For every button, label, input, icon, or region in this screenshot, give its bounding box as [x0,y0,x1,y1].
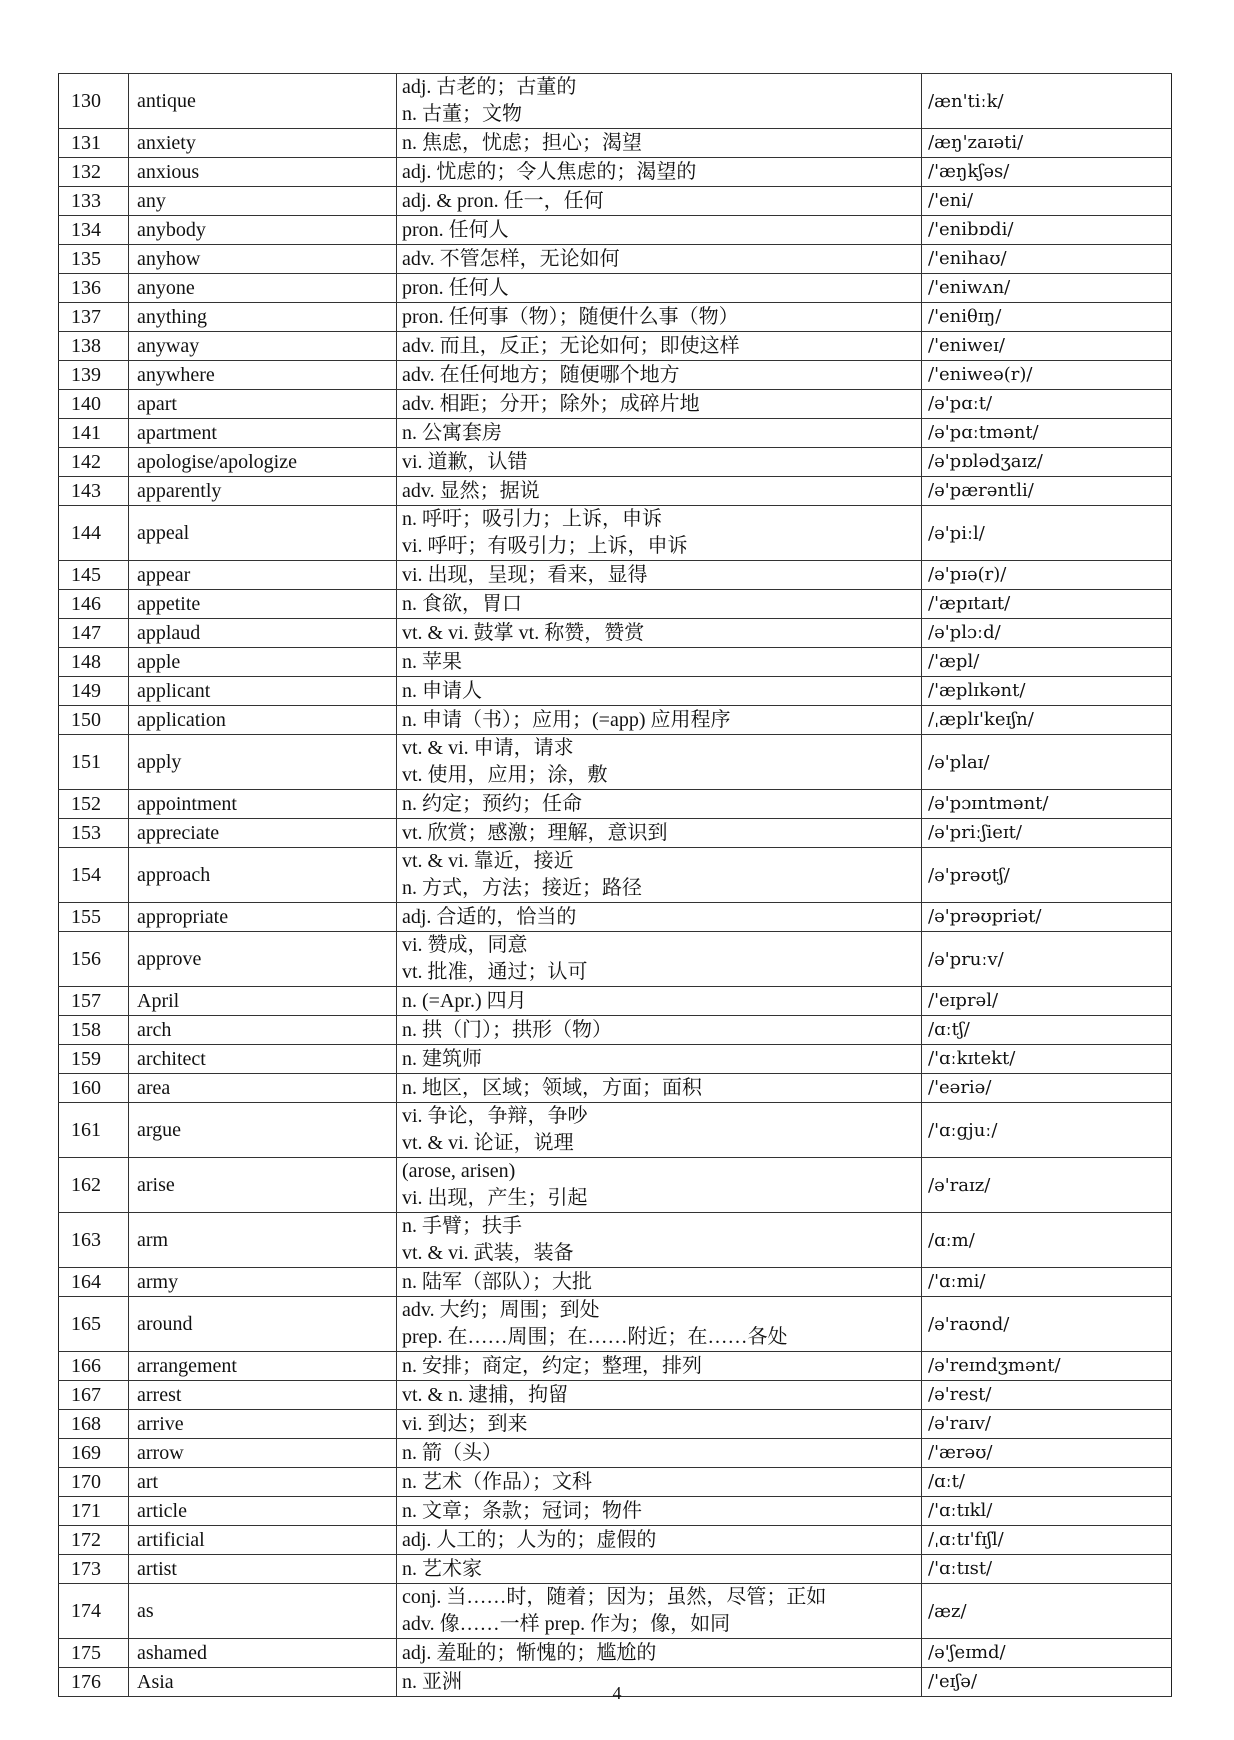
entry-definition [397,677,922,706]
entry-definition [397,216,922,245]
entry-word: arise [129,1158,397,1213]
definition-line: n. 苹果 [402,651,462,673]
entry-phonetic: /ə'pɔɪntmənt/ [922,790,1172,819]
definition-line: n. 陆军（部队）；大批 [402,1271,592,1293]
vocabulary-table [58,73,1172,1697]
entry-definition [397,245,922,274]
entry-phonetic: /'æpɪtaɪt/ [922,590,1172,619]
definition-line: n. 申请（书）；应用；(=app) 应用程序 [402,709,731,731]
entry-word: anywhere [129,361,397,390]
table-row [59,648,1172,677]
entry-phonetic: /'ɑːkɪtekt/ [922,1045,1172,1074]
table-row [59,245,1172,274]
entry-phonetic: /ə'prəʊpriət/ [922,903,1172,932]
entry-word: anybody [129,216,397,245]
entry-phonetic: /'ɑːtɪst/ [922,1555,1172,1584]
entry-definition [397,590,922,619]
entry-phonetic: /'æŋkʃəs/ [922,158,1172,187]
definition-line: vi. 到达；到来 [402,1413,528,1435]
entry-word: approach [129,848,397,903]
entry-definition [397,903,922,932]
entry-number: 148 [59,648,129,677]
entry-definition [397,274,922,303]
entry-word: appropriate [129,903,397,932]
table-row [59,1439,1172,1468]
entry-phonetic: /ə'raʊnd/ [922,1297,1172,1352]
entry-number: 145 [59,561,129,590]
entry-number: 175 [59,1639,129,1668]
entry-phonetic: /æz/ [922,1584,1172,1639]
entry-word: artificial [129,1526,397,1555]
table-row [59,1268,1172,1297]
definition-line: vi. 出现，呈现；看来，显得 [402,564,648,586]
entry-number: 168 [59,1410,129,1439]
definition-line: n. 艺术（作品）；文科 [402,1471,592,1493]
page-number: 4 [612,1683,622,1703]
entry-phonetic: /ə'piːl/ [922,506,1172,561]
entry-number: 133 [59,187,129,216]
entry-definition [397,848,922,903]
entry-phonetic: /ˌæplɪ'keɪʃn/ [922,706,1172,735]
definition-line: vt. 使用，应用；涂，敷 [402,764,608,786]
entry-word: army [129,1268,397,1297]
entry-number: 141 [59,419,129,448]
table-row [59,819,1172,848]
entry-word: arch [129,1016,397,1045]
table-row [59,848,1172,903]
entry-word: article [129,1497,397,1526]
table-row [59,332,1172,361]
entry-phonetic: /æŋ'zaɪəti/ [922,129,1172,158]
entry-phonetic: /ə'pærəntli/ [922,477,1172,506]
vocabulary-rows [59,74,1172,1697]
entry-definition [397,332,922,361]
table-row [59,158,1172,187]
table-row [59,1016,1172,1045]
entry-number: 130 [59,74,129,129]
entry-definition [397,790,922,819]
entry-word: apply [129,735,397,790]
entry-definition [397,1381,922,1410]
entry-phonetic: /'enihaʊ/ [922,245,1172,274]
entry-word: arrangement [129,1352,397,1381]
entry-definition [397,390,922,419]
definition-line: vi. 出现，产生；引起 [402,1187,588,1209]
definition-line: vi. 呼吁；有吸引力；上诉，申诉 [402,535,688,557]
entry-word: appreciate [129,819,397,848]
table-row [59,1103,1172,1158]
entry-number: 143 [59,477,129,506]
definition-line: adv. 大约；周围；到处 [402,1299,600,1321]
definition-line: adj. 人工的；人为的；虚假的 [402,1529,657,1551]
entry-word: anyone [129,274,397,303]
table-row [59,677,1172,706]
entry-phonetic: /ə'raɪz/ [922,1158,1172,1213]
entry-number: 157 [59,987,129,1016]
table-row [59,303,1172,332]
definition-line: vt. & vi. 武装，装备 [402,1242,574,1264]
table-row [59,932,1172,987]
definition-line: (arose, arisen) [402,1160,516,1182]
entry-number: 135 [59,245,129,274]
entry-word: apartment [129,419,397,448]
table-row [59,1410,1172,1439]
entry-word: anxiety [129,129,397,158]
definition-line: vt. & n. 逮捕，拘留 [402,1384,569,1406]
table-row [59,706,1172,735]
definition-line: n. 箭（头） [402,1442,502,1464]
table-row [59,448,1172,477]
definition-line: vi. 争论，争辩，争吵 [402,1105,588,1127]
table-row [59,1526,1172,1555]
entry-word: appeal [129,506,397,561]
entry-word: art [129,1468,397,1497]
entry-word: as [129,1584,397,1639]
entry-number: 151 [59,735,129,790]
entry-number: 167 [59,1381,129,1410]
entry-word: Asia [129,1668,397,1697]
table-row [59,1584,1172,1639]
definition-line: n. 地区，区域；领域，方面；面积 [402,1077,702,1099]
entry-phonetic: /'eɪʃə/ [922,1668,1172,1697]
definition-line: n. 亚洲 [402,1671,462,1693]
entry-number: 172 [59,1526,129,1555]
entry-phonetic: /æn'tiːk/ [922,74,1172,129]
entry-word: appear [129,561,397,590]
table-row [59,1497,1172,1526]
entry-definition [397,303,922,332]
entry-definition [397,1439,922,1468]
definition-line: vi. 道歉，认错 [402,451,528,473]
entry-number: 137 [59,303,129,332]
definition-line: vt. & vi. 申请，请求 [402,737,574,759]
entry-number: 155 [59,903,129,932]
entry-phonetic: /ɑːtʃ/ [922,1016,1172,1045]
definition-line: conj. 当……时，随着；因为；虽然，尽管；正如 [402,1586,827,1608]
entry-word: applicant [129,677,397,706]
definition-line: prep. 在……周围；在……附近；在……各处 [402,1326,788,1348]
table-row [59,1352,1172,1381]
definition-line: adj. 羞耻的；惭愧的；尴尬的 [402,1642,657,1664]
definition-line: adj. & pron. 任一，任何 [402,190,604,212]
entry-definition [397,819,922,848]
entry-word: apologise/apologize [129,448,397,477]
entry-phonetic: /ɑːt/ [922,1468,1172,1497]
entry-definition [397,187,922,216]
entry-number: 132 [59,158,129,187]
definition-line: pron. 任何事（物）；随便什么事（物） [402,306,739,328]
entry-number: 158 [59,1016,129,1045]
entry-word: arm [129,1213,397,1268]
table-row [59,390,1172,419]
table-row [59,1158,1172,1213]
entry-number: 160 [59,1074,129,1103]
entry-word: ashamed [129,1639,397,1668]
entry-definition [397,1555,922,1584]
entry-number: 163 [59,1213,129,1268]
entry-number: 166 [59,1352,129,1381]
entry-phonetic: /ə'pruːv/ [922,932,1172,987]
entry-phonetic: /'eniθɪŋ/ [922,303,1172,332]
table-row [59,790,1172,819]
definition-line: n. 申请人 [402,680,482,702]
table-row [59,619,1172,648]
entry-word: apart [129,390,397,419]
entry-word: arrive [129,1410,397,1439]
definition-line: n. 公寓套房 [402,422,502,444]
entry-phonetic: /ə'ʃeɪmd/ [922,1639,1172,1668]
entry-number: 171 [59,1497,129,1526]
table-row [59,129,1172,158]
table-row [59,1555,1172,1584]
entry-number: 144 [59,506,129,561]
entry-definition [397,1045,922,1074]
table-row [59,987,1172,1016]
table-row [59,1468,1172,1497]
entry-definition [397,477,922,506]
entry-word: around [129,1297,397,1352]
definition-line: n. (=Apr.) 四月 [402,990,527,1012]
definition-line: adv. 在任何地方；随便哪个地方 [402,364,680,386]
entry-definition [397,1268,922,1297]
entry-definition [397,1297,922,1352]
definition-line: adj. 古老的；古董的 [402,76,577,98]
entry-phonetic: /ə'pɒlədʒaɪz/ [922,448,1172,477]
definition-line: adv. 相距；分开；除外；成碎片地 [402,393,700,415]
entry-word: anything [129,303,397,332]
entry-phonetic: /'eniweə(r)/ [922,361,1172,390]
table-row [59,1045,1172,1074]
entry-definition [397,1639,922,1668]
table-row [59,477,1172,506]
entry-phonetic: /ə'pɑːt/ [922,390,1172,419]
entry-word: appetite [129,590,397,619]
entry-number: 142 [59,448,129,477]
definition-line: vt. & vi. 靠近，接近 [402,850,574,872]
table-row [59,1213,1172,1268]
entry-definition [397,987,922,1016]
entry-definition [397,706,922,735]
table-row [59,419,1172,448]
entry-definition [397,1074,922,1103]
definition-line: pron. 任何人 [402,219,509,241]
entry-number: 150 [59,706,129,735]
entry-definition [397,1526,922,1555]
entry-word: apparently [129,477,397,506]
entry-word: architect [129,1045,397,1074]
entry-definition [397,1352,922,1381]
entry-word: area [129,1074,397,1103]
entry-number: 159 [59,1045,129,1074]
definition-line: n. 安排；商定，约定；整理，排列 [402,1355,702,1377]
entry-phonetic: /'ɑːmi/ [922,1268,1172,1297]
entry-word: antique [129,74,397,129]
table-row [59,216,1172,245]
definition-line: vt. 批准，通过；认可 [402,961,588,983]
entry-definition [397,735,922,790]
entry-phonetic: /'eni/ [922,187,1172,216]
entry-number: 147 [59,619,129,648]
entry-number: 139 [59,361,129,390]
entry-word: apple [129,648,397,677]
definition-line: adv. 而且，反正；无论如何；即使这样 [402,335,740,357]
entry-number: 131 [59,129,129,158]
entry-definition [397,1016,922,1045]
entry-number: 174 [59,1584,129,1639]
definition-line: n. 古董；文物 [402,103,522,125]
entry-definition [397,158,922,187]
definition-line: vt. & vi. 论证，说理 [402,1132,574,1154]
entry-number: 176 [59,1668,129,1697]
entry-phonetic: /ə'reɪndʒmənt/ [922,1352,1172,1381]
entry-definition [397,361,922,390]
entry-number: 156 [59,932,129,987]
entry-phonetic: /ə'plaɪ/ [922,735,1172,790]
definition-line: n. 呼吁；吸引力；上诉，申诉 [402,508,662,530]
entry-phonetic: /'ɑːtɪkl/ [922,1497,1172,1526]
entry-phonetic: /'ærəʊ/ [922,1439,1172,1468]
definition-line: n. 艺术家 [402,1558,482,1580]
definition-line: n. 约定；预约；任命 [402,793,582,815]
table-row [59,1381,1172,1410]
entry-definition [397,1497,922,1526]
definition-line: pron. 任何人 [402,277,509,299]
entry-number: 164 [59,1268,129,1297]
table-row [59,561,1172,590]
entry-number: 170 [59,1468,129,1497]
entry-word: April [129,987,397,1016]
entry-definition [397,932,922,987]
entry-phonetic: /ə'rest/ [922,1381,1172,1410]
entry-word: artist [129,1555,397,1584]
definition-line: n. 拱（门）；拱形（物） [402,1019,612,1041]
entry-definition [397,1213,922,1268]
definition-line: vt. 欣赏；感激；理解，意识到 [402,822,668,844]
definition-line: n. 方式，方法；接近；路径 [402,877,642,899]
table-row [59,274,1172,303]
entry-word: arrest [129,1381,397,1410]
definition-line: n. 手臂；扶手 [402,1215,522,1237]
entry-number: 134 [59,216,129,245]
definition-line: n. 焦虑，忧虑；担心；渴望 [402,132,642,154]
entry-phonetic: /ˌɑːtɪ'fɪʃl/ [922,1526,1172,1555]
entry-number: 140 [59,390,129,419]
entry-definition [397,1410,922,1439]
entry-number: 173 [59,1555,129,1584]
entry-definition [397,74,922,129]
entry-number: 169 [59,1439,129,1468]
entry-word: application [129,706,397,735]
entry-phonetic: /'ɑːgjuː/ [922,1103,1172,1158]
entry-definition [397,448,922,477]
entry-phonetic: /'æplɪkənt/ [922,677,1172,706]
entry-word: applaud [129,619,397,648]
entry-phonetic: /'eniweɪ/ [922,332,1172,361]
table-row [59,903,1172,932]
entry-word: anxious [129,158,397,187]
entry-phonetic: /ə'prəʊtʃ/ [922,848,1172,903]
entry-word: any [129,187,397,216]
entry-number: 161 [59,1103,129,1158]
entry-phonetic: /ə'pɑːtmənt/ [922,419,1172,448]
entry-word: argue [129,1103,397,1158]
definition-line: adj. 忧虑的；令人焦虑的；渴望的 [402,161,697,183]
entry-phonetic: /ə'raɪv/ [922,1410,1172,1439]
entry-phonetic: /'eəriə/ [922,1074,1172,1103]
entry-phonetic: /ə'plɔːd/ [922,619,1172,648]
entry-phonetic: /ɑːm/ [922,1213,1172,1268]
entry-word: approve [129,932,397,987]
entry-word: anyway [129,332,397,361]
table-row [59,590,1172,619]
entry-word: arrow [129,1439,397,1468]
entry-definition [397,648,922,677]
entry-number: 136 [59,274,129,303]
entry-phonetic: /'eɪprəl/ [922,987,1172,1016]
table-row [59,1074,1172,1103]
definition-line: n. 建筑师 [402,1048,482,1070]
table-row [59,1297,1172,1352]
entry-definition [397,419,922,448]
entry-number: 165 [59,1297,129,1352]
entry-number: 153 [59,819,129,848]
entry-phonetic: /'eniwʌn/ [922,274,1172,303]
entry-definition [397,506,922,561]
entry-word: anyhow [129,245,397,274]
entry-phonetic: /ə'priːʃieɪt/ [922,819,1172,848]
table-row [59,735,1172,790]
table-row [59,506,1172,561]
entry-definition [397,619,922,648]
entry-number: 149 [59,677,129,706]
definition-line: adv. 不管怎样，无论如何 [402,248,620,270]
definition-line: adv. 像……一样 prep. 作为；像，如同 [402,1613,731,1635]
table-row [59,74,1172,129]
entry-definition [397,1584,922,1639]
definition-line: adj. 合适的，恰当的 [402,906,577,928]
definition-line: n. 文章；条款；冠词；物件 [402,1500,642,1522]
entry-definition [397,129,922,158]
entry-definition [397,1468,922,1497]
entry-definition [397,561,922,590]
table-row [59,361,1172,390]
entry-number: 138 [59,332,129,361]
definition-line: n. 食欲，胃口 [402,593,522,615]
entry-phonetic: /'enibɒdi/ [922,216,1172,245]
entry-number: 162 [59,1158,129,1213]
entry-definition [397,1103,922,1158]
definition-line: vt. & vi. 鼓掌 vt. 称赞，赞赏 [402,622,645,644]
table-row [59,187,1172,216]
entry-definition [397,1158,922,1213]
definition-line: adv. 显然；据说 [402,480,540,502]
entry-phonetic: /'æpl/ [922,648,1172,677]
entry-word: appointment [129,790,397,819]
definition-line: vi. 赞成，同意 [402,934,528,956]
entry-phonetic: /ə'pɪə(r)/ [922,561,1172,590]
entry-number: 152 [59,790,129,819]
table-row [59,1639,1172,1668]
entry-number: 146 [59,590,129,619]
entry-number: 154 [59,848,129,903]
